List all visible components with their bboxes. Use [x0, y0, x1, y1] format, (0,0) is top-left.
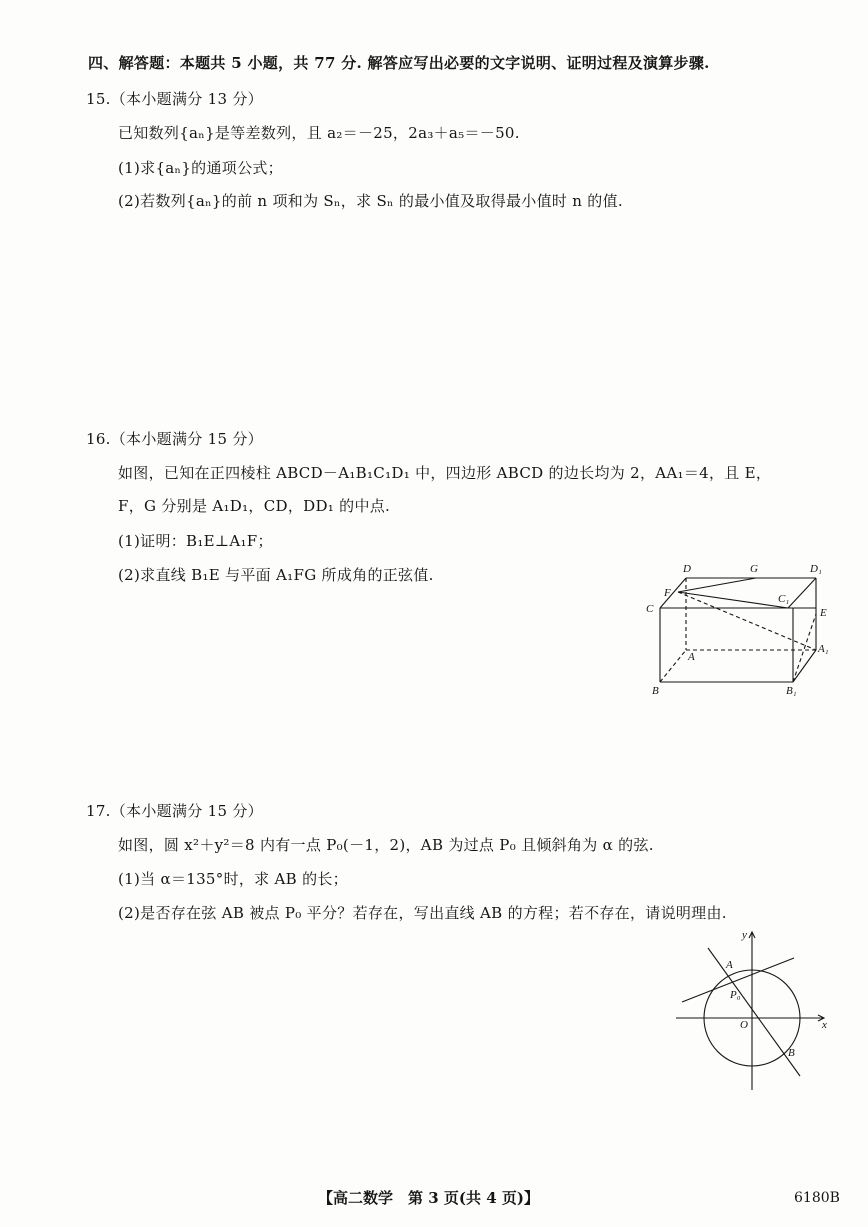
fig17-label-P0: P₀ [730, 989, 741, 1001]
prism-figure [638, 556, 838, 702]
q17-stem: 如图，圆 x²＋y²＝8 内有一点 P₀(－1，2)，AB 为过点 P₀ 且倾斜角为 α 的弦. [118, 836, 654, 854]
fig16-label-F: F [664, 587, 671, 599]
fig17-label-x: x [822, 1019, 827, 1031]
q16-part2: (2)求直线 B₁E 与平面 A₁FG 所成角的正弦值. [118, 566, 434, 584]
exam-code: 6180B [794, 1190, 840, 1206]
q16-stem-line1: 如图，已知在正四棱柱 ABCD－A₁B₁C₁D₁ 中，四边形 ABCD 的边长均为 2，AA₁＝4，且 E， [118, 464, 772, 482]
q17-part2: (2)是否存在弦 AB 被点 P₀ 平分？若存在，写出直线 AB 的方程；若不存在，请说明理由. [118, 904, 727, 922]
fig16-label-D1: D₁ [810, 563, 822, 575]
q15-stem: 已知数列{aₙ}是等差数列，且 a₂＝－25，2a₃＋a₅＝－50. [118, 124, 520, 142]
fig16-label-A1: A₁ [818, 643, 829, 655]
fig17-label-O: O [740, 1019, 748, 1031]
fig16-label-C: C [646, 603, 654, 615]
q15-title: 15.（本小题满分 13 分） [86, 90, 263, 108]
q17-part1: (1)当 α＝135°时，求 AB 的长； [118, 870, 348, 888]
fig16-label-D: D [683, 563, 691, 575]
fig17-label-y: y [742, 929, 747, 941]
q16-part1: (1)证明：B₁E⊥A₁F； [118, 532, 273, 550]
fig16-label-A: A [688, 651, 695, 663]
q15-part2: (2)若数列{aₙ}的前 n 项和为 Sₙ，求 Sₙ 的最小值及取得最小值时 n 的值. [118, 192, 623, 210]
fig17-label-B: B [788, 1047, 795, 1059]
circle-figure [672, 926, 836, 1092]
q16-title: 16.（本小题满分 15 分） [86, 430, 263, 448]
fig16-label-B1: B₁ [786, 685, 797, 697]
fig16-label-C1: C₁ [778, 593, 790, 605]
fig16-label-B: B [652, 685, 659, 697]
q15-part1: (1)求{aₙ}的通项公式； [118, 159, 283, 177]
section-header: 四、解答题：本题共 5 小题，共 77 分. 解答应写出必要的文字说明、证明过程及演算步骤. [88, 54, 710, 72]
fig17-label-A: A [726, 959, 733, 971]
fig16-label-G: G [750, 563, 758, 575]
q16-stem-line2: F，G 分别是 A₁D₁，CD，DD₁ 的中点. [118, 497, 391, 515]
page-footer: 【高二数学 第 3 页(共 4 页)】 [318, 1189, 539, 1207]
fig16-label-E: E [820, 607, 827, 619]
q17-title: 17.（本小题满分 15 分） [86, 802, 263, 820]
